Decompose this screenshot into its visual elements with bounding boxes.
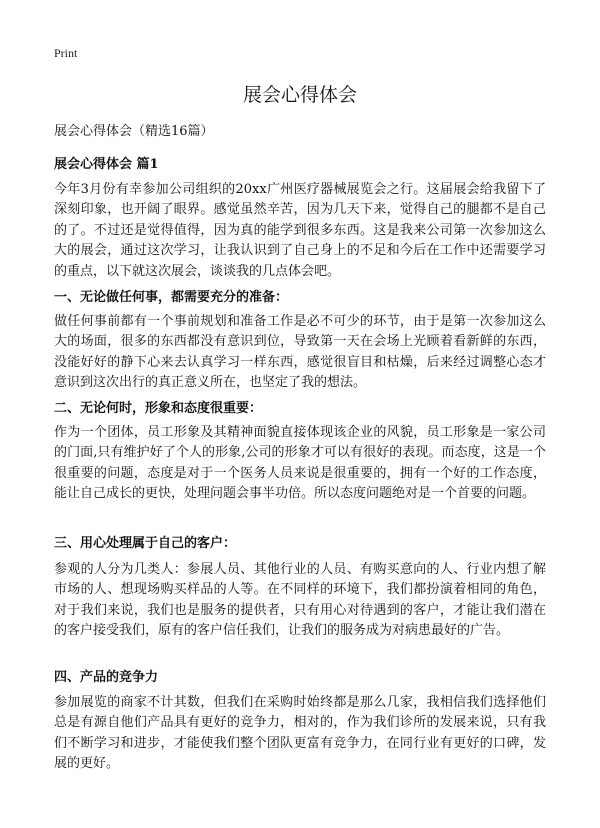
section-heading: 一、无论做任何事，都需要充分的准备： <box>54 290 289 305</box>
section-paragraph: 今年3月份有幸参加公司组织的20xx广州医疗器械展览会之行。这届展会给我留下了深刻印象，也开阔了眼界。感觉虽然辛苦，因为几天下来，觉得自己的腿都不是自己的了。不过还是觉得值得，因为真的能学到很多东西。这是我来公司第一次参加这么大的展会，通过这次学习，让我认识到了自己身上的不足和今后在工作中还需要学习的重点，以下就这次展会，谈谈我的几点体会吧。 <box>54 182 546 279</box>
section-paragraph: 参观的人分为几类人：参展人员、其他行业的人员、有购买意向的人、行业内想了解市场的人、想现场购买样品的人等。在不同样的环境下，我们都扮演着相同的角色，对于我们来说，我们也是服务的提供者，只有用心对待遇到的客户，才能让我们潜在的客户接受我们，原有的客户信任我们，让我们的服务成为对病患最好的广告。 <box>54 562 546 639</box>
section-heading: 三、用心处理属于自己的客户： <box>54 536 237 551</box>
section-paragraph: 参加展览的商家不计其数，但我们在采购时始终都是那么几家，我相信我们选择他们总是有源自他们产品具有更好的竞争力，相对的，作为我们诊所的发展来说，只有我们不断学习和进步，才能使我们整个团队更富有竞争力，在同行业有更好的口碑，发展的更好。 <box>54 695 546 772</box>
section-heading: 四、产品的竞争力 <box>54 670 159 685</box>
section-paragraph: 作为一个团体，员工形象及其精神面貌直接体现该企业的风貌，员工形象是一家公司的门面,只有维护好了个人的形象,公司的形象才可以有很好的表现。而态度，这是一个很重要的问题，态度是对于一个医务人员来说是很重要的，拥有一个好的工作态度，能让自己成长的更快，处理问题会事半功倍。所以态度问题绝对是一个首要的问题。 <box>54 425 546 502</box>
section-heading: 二、无论何时，形象和态度很重要： <box>54 401 263 416</box>
section-heading: 展会心得体会 篇1 <box>54 157 159 172</box>
document-title: 展会心得体会 <box>242 84 357 106</box>
document-subtitle: 展会心得体会（精选16篇） <box>54 124 214 139</box>
print-link[interactable]: Print <box>54 46 78 60</box>
section-paragraph: 做任何事前都有一个事前规划和准备工作是必不可少的环节，由于是第一次参加这么大的场面，很多的东西都没有意识到位，导致第一天在会场上光顾着看新鲜的东西，没能好好的静下心来去认真学习一样东西，感觉很盲目和枯燥，后来经过调整心态才意识到这次出行的真正意义所在，也坚定了我的想法。 <box>54 314 546 391</box>
